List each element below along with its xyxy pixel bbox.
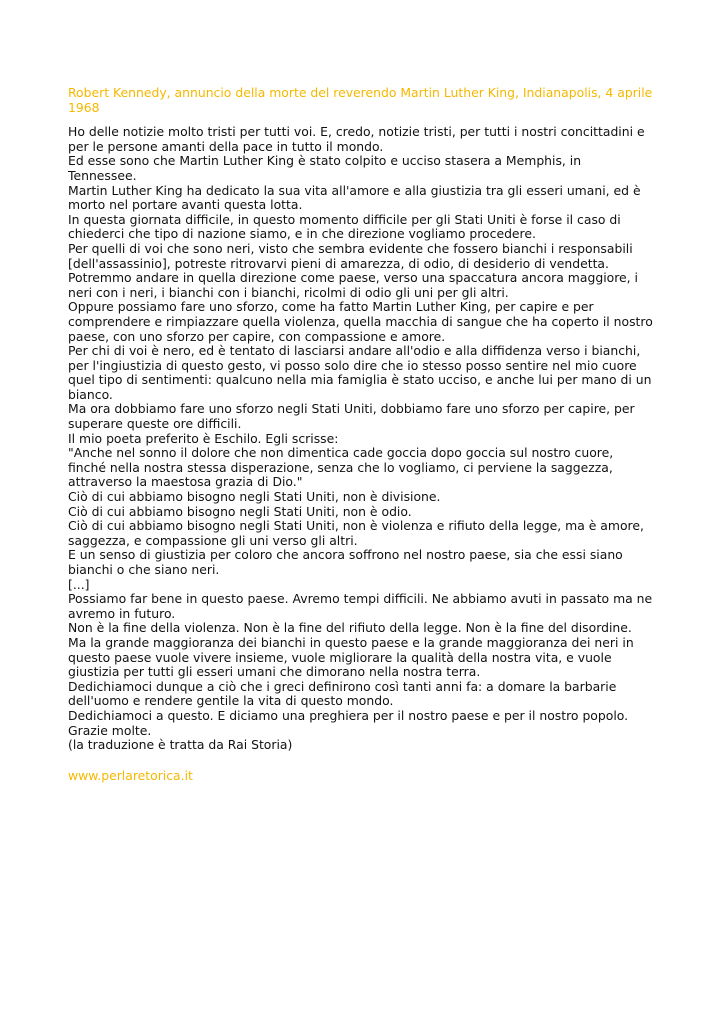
paragraph: E un senso di giustizia per coloro che ancora soffrono nel nostro paese, sia che essi siano bianchi o che siano neri. <box>68 547 623 577</box>
paragraph: Ma ora dobbiamo fare uno sforzo negli Stati Uniti, dobbiamo fare uno sforzo per capire, per superare queste ore difficili. <box>68 401 635 432</box>
document-title: Robert Kennedy, annuncio della morte del reverendo Martin Luther King, Indianapolis, 4 aprile 1968 <box>68 85 653 115</box>
paragraph: Ciò di cui abbiamo bisogno negli Stati Uniti, non è divisione. <box>68 489 441 505</box>
paragraph: Martin Luther King ha dedicato la sua vita all'amore e alla giustizia tra gli esseri umani, ed è morto nel portare avanti questa lotta. <box>68 182 641 213</box>
paragraph: Potremmo andare in quella direzione come paese, verso una spaccatura ancora maggiore, i neri con i neri, i bianchi con i bianchi, ricolmi di odio gli uni per gli altri. <box>68 270 638 300</box>
website-link[interactable]: www.perlaretorica.it <box>68 767 193 783</box>
paragraph: Dedichiamoci dunque a ciò che i greci definirono così tanti anni fa: a domare la barbarie dell'uomo e rendere gentile la vita di questo mondo. <box>68 678 617 709</box>
paragraph: Ed esse sono che Martin Luther King è stato colpito e ucciso stasera a Memphis, in Tennessee. <box>68 153 582 183</box>
translation-source-note: (la traduzione è tratta da Rai Storia) <box>68 737 293 753</box>
paragraph: Oppure possiamo fare uno sforzo, come ha fatto Martin Luther King, per capire e per comprendere e rimpiazzare quella violenza, quella macchia di sangue che ha coperto il nostro paese, con uno sforzo per capire, con compassione e amore. <box>68 299 653 344</box>
paragraph: Ho delle notizie molto tristi per tutti voi. E, credo, notizie tristi, per tutti i nostri concittadini e per le persone amanti della pace in tutto il mondo. <box>68 124 645 154</box>
document-page <box>68 86 653 783</box>
speech-body <box>68 125 653 753</box>
paragraph: Per chi di voi è nero, ed è tentato di lasciarsi andare all'odio e alla diffidenza verso i bianchi, per l'ingiustizia di questo gesto, vi posso solo dire che io stesso posso sentire nel mio cuore quel tipo di sentimenti: qualcuno nella mia famiglia è stato ucciso, e anche lui per mano di un bianco. <box>68 343 652 402</box>
ellipsis-paragraph: [...] <box>68 576 90 592</box>
paragraph: Dedichiamoci a questo. E diciamo una preghiera per il nostro paese e per il nostro popolo. <box>68 707 629 723</box>
paragraph: Per quelli di voi che sono neri, visto che sembra evidente che fossero bianchi i responsabili [dell'assassinio], potreste ritrovarvi pieni di amarezza, di odio, di desiderio di vendetta. <box>68 240 633 271</box>
closing-thanks: Grazie molte. <box>68 722 152 738</box>
paragraph: Ciò di cui abbiamo bisogno negli Stati Uniti, non è odio. <box>68 503 412 519</box>
paragraph: Ciò di cui abbiamo bisogno negli Stati Uniti, non è violenza e rifiuto della legge, ma è amore, saggezza, e compassione gli uni verso gli altri. <box>68 518 644 548</box>
quote-paragraph: "Anche nel sonno il dolore che non dimentica cade goccia dopo goccia sul nostro cuore, finché nella nostra stessa disperazione, senza che lo vogliamo, ci perviene la saggezza, attraverso la maestosa grazia di Dio." <box>68 445 614 490</box>
paragraph: Non è la fine della violenza. Non è la fine del rifiuto della legge. Non è la fine del disordine. Ma la grande maggioranza dei bianchi in questo paese e la grande maggioranza dei neri in questo paese vuole vivere insieme, vuole migliorare la qualità della nostra vita, e vuole giustizia per tutti gli esseri umani che dimorano nella nostra terra. <box>68 620 634 680</box>
paragraph: In questa giornata difficile, in questo momento difficile per gli Stati Uniti è forse il caso di chiederci che tipo di nazione siamo, e in che direzione vogliamo procedere. <box>68 211 621 242</box>
paragraph: Il mio poeta preferito è Eschilo. Egli scrisse: <box>68 430 339 446</box>
paragraph: Possiamo far bene in questo paese. Avremo tempi difficili. Ne abbiamo avuti in passato ma ne avremo in futuro. <box>68 591 653 621</box>
